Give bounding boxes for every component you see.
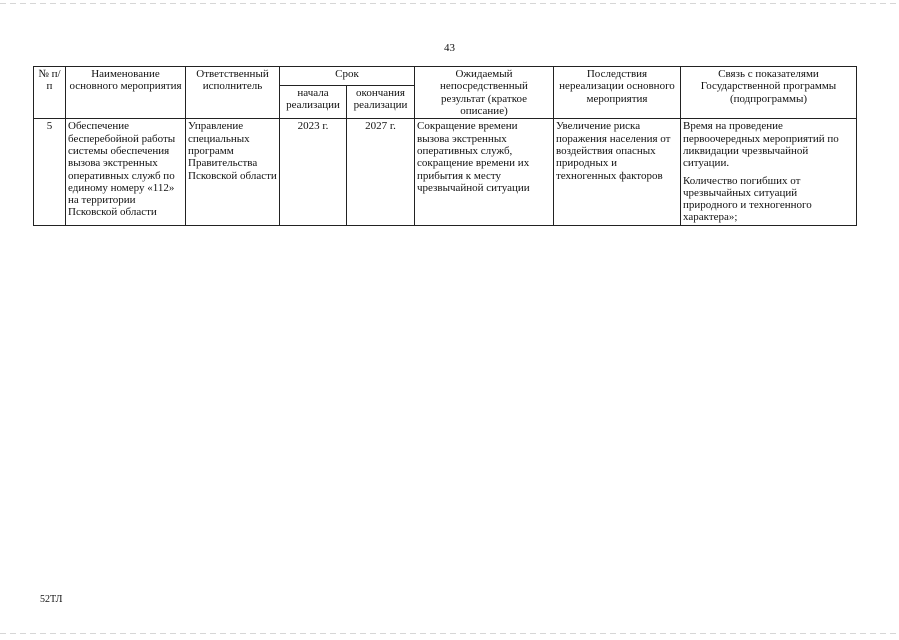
scan-artifact-bottom bbox=[0, 633, 899, 634]
page-number: 43 bbox=[444, 42, 455, 54]
cell-end: 2027 г. bbox=[347, 119, 415, 226]
table-row bbox=[34, 119, 857, 226]
header-expected-result: Ожидаемый непосредственный результат (краткое описание) bbox=[415, 67, 554, 119]
cell-start: 2023 г. bbox=[280, 119, 347, 226]
link-indicator-2: Количество погибших от чрезвычайных ситуаций природного и техногенного характера»; bbox=[683, 174, 812, 224]
cell-number: 5 bbox=[34, 119, 66, 226]
header-link: Связь с показателями Государственной программы (подпрограммы) bbox=[681, 67, 857, 119]
activities-table bbox=[33, 66, 857, 226]
header-term-start: начала реализации bbox=[280, 85, 347, 119]
cell-executor: Управление специальных программ Правительства Псковской области bbox=[186, 119, 280, 226]
header-number: № п/п bbox=[34, 67, 66, 119]
cell-link bbox=[681, 119, 857, 226]
cell-consequences: Увеличение риска поражения населения от воздействия опасных природных и техногенных факторов bbox=[554, 119, 681, 226]
header-row bbox=[34, 67, 857, 86]
scan-artifact-top bbox=[0, 3, 899, 4]
header-term-end: окончания реализации bbox=[347, 85, 415, 119]
cell-expected-result: Сокращение времени вызова экстренных оперативных служб, сокращение времени их прибытия к месту чрезвычайной ситуации bbox=[415, 119, 554, 226]
header-consequences: Последствия нереализации основного мероприятия bbox=[554, 67, 681, 119]
link-indicator-1: Время на проведение первоочередных мероприятий по ликвидации чрезвычайной ситуации. bbox=[683, 120, 839, 170]
footer-code: 52ТЛ bbox=[40, 594, 63, 605]
cell-name: Обеспечение бесперебойной работы системы обеспечения вызова экстренных оперативных служб по единому номеру «112» на территории Псковской области bbox=[66, 119, 186, 226]
header-name: Наименование основного мероприятия bbox=[66, 67, 186, 119]
header-executor: Ответственный исполнитель bbox=[186, 67, 280, 119]
header-term: Срок bbox=[280, 67, 415, 86]
